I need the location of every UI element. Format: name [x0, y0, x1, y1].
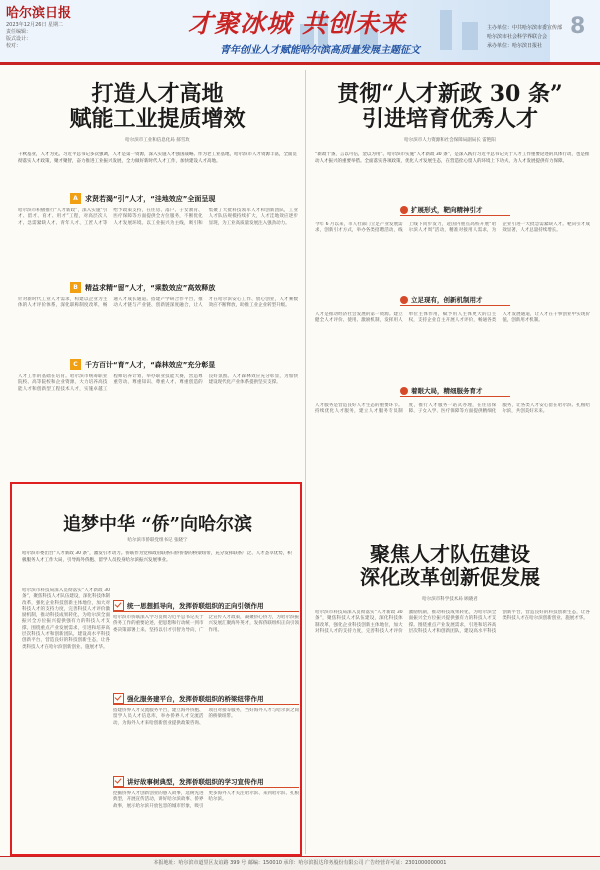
column-divider [305, 70, 306, 854]
article3-lead: 哈尔滨市委出台“人才新政 30 条”，激发引才动力。侨联作为党和政府联系归侨侨眷的桥梁纽带，充分发挥联系广泛、人才荟萃优势，积极服务人才工作大局，引导海外侨胞、留学人员投身哈尔滨振兴发展事业。 [22, 551, 292, 563]
section-heading-text: 求贤若渴“引”人才，“洼地效应”全面呈现 [85, 194, 216, 203]
newspaper-logo: 哈尔滨日报 [6, 6, 72, 21]
article1-title-line1: 打造人才高地 [91, 81, 224, 107]
article3-left-column-text: 哈尔滨市科技局深入贯彻落实“人才新政 30 条”，聚焦科技人才队伍建设，深化科技体制改革，强化企业科技创新主体地位，加大对科技人才的支持力度，完善科技人才评价激励机制，推动科技成果转化，为哈尔滨全面振兴全方位振兴提供强有力的科技人才支撑。围绕重点产业发展需求，引进和培养高层次科技人才和创新团队，建设高水平科技创新平台，营造良好的科技创新生态，让各类科技人才在哈尔滨创新创业、施展才华。 [22, 588, 110, 650]
article2-title-line1: 贯彻“人才新政 30 条” [337, 81, 563, 107]
article2-section2-text: 人才是推动经济社会发展的第一资源。建立健全人才评价、使用、激励机制，发挥用人单位主体作用，赋予用人主体更大的自主权，支持企业自主开展人才评价，畅通各类人才发展通道，让人才在干事创业中实现价值，创新用才机制。 [315, 312, 590, 324]
article1-section-a-text: 哈尔滨市积极推行“人才新政”，深入实施“引才、留才、育才、用才”工程，对高层次人才、急需紧缺人才、青年人才、工匠人才等给予政策支持，在住房、落户、子女教育、医疗保障等方面提供全方位服务，不断优化人才发展环境。以工业振兴为主线，吸引和集聚了大批科技领军人才和创新团队，工业人才队伍规模持续扩大，人才洼地效应逐步显现，为工业高质量发展注入强劲动力。 [18, 208, 298, 226]
article2-title [310, 82, 590, 132]
article4-title-line1: 聚焦人才队伍建设 [370, 542, 530, 566]
checkbox-icon [113, 776, 124, 787]
article3-section2-text: 搭建侨界人才交流服务平台，建立海外侨胞、留学人员人才信息库，举办侨界人才交流活动，为海外人才来哈创新创业提供政策咨询、项目对接等服务，当好海外人才与哈尔滨之间的桥梁纽带。 [113, 708, 299, 726]
section-heading-text: 扩展形式，靶向精神引才 [411, 206, 483, 214]
article3-section1-heading [113, 600, 299, 612]
masthead-divider [0, 62, 600, 65]
article3-section3-text: 挖掘侨界人才创新创业的感人故事，选树先进典型，开展宣传活动，讲好哈尔滨故事、侨界故事，展示哈尔滨开放包容的城市形象，吸引更多海外人才关注哈尔滨、来到哈尔滨、扎根哈尔滨。 [113, 791, 299, 809]
page-footer: 本报地址：哈尔滨市道里区友谊路 399 号 邮编：150010 承印：哈尔滨报达印务股份有限公司 广告经营许可证：2301000000001 [0, 856, 600, 870]
article4-body-text: 哈尔滨市科技局深入贯彻落实“人才新政 30 条”，聚焦科技人才队伍建设，深化科技体制改革，强化企业科技创新主体地位，加大对科技人才的支持力度，完善科技人才评价激励机制，推动科技成果转化，为哈尔滨全面振兴全方位振兴提供强有力的科技人才支撑。围绕重点产业发展需求，引进和培养高层次科技人才和创新团队，建设高水平科技创新平台，营造良好的科技创新生态，让各类科技人才在哈尔滨创新创业、施展才华。 [315, 610, 590, 634]
article2-byline: 哈尔滨市人力资源和社会保障局副局长 雷艳阳 [404, 138, 496, 143]
article3-section1-text: 哈尔滨市侨联深入学习贯彻习近平总书记关于侨务工作的重要论述，把思想和行动统一到市委决策部署上来。坚持以引才引智为导向，广泛宣传人才政策，凝聚侨心侨力，为哈尔滨振兴发展汇聚海外英才，发挥侨联组织正向引领作用。 [113, 615, 299, 633]
issue-info: 2023年12月26日 星期二 责任编辑： 版式设计： 校对： [6, 22, 64, 49]
article1-section-c-text: 人才工作的基础在培育。哈尔滨市统筹职业院校、高等院校和企业资源，大力培养高技能人才和创新型工程技术人才，实施卓越工程师培养计划，举办职业技能大赛，营造尊重劳动、尊重知识、尊重人才、尊重创造的良好氛围。人才森林效应充分彰显，为加快建设现代化产业体系提供坚实支撑。 [18, 374, 298, 392]
article2-section1-text: 今年 6 月以来，市人社部门立足产业发展需求，创新引才方式，举办各类招聘活动，线上线下同步发力，赴国内重点高校开展“哈尔滨人才周”活动，精准对接用人需求，为企业引进一大批急需紧缺人才。靶向引才成效显著，人才总量持续增长。 [315, 222, 590, 234]
article3-section2-heading [113, 693, 299, 705]
section-heading-text: 强化服务建平台，发挥侨联组织的桥梁纽带作用 [127, 695, 264, 703]
article1-title-line2: 赋能工业提质增效 [69, 106, 246, 132]
section-heading-text: 立足现有，创新机制用才 [411, 296, 483, 304]
skyline-building [462, 22, 478, 50]
article3-byline: 哈尔滨市侨联党组书记 张晓宁 [127, 538, 188, 543]
section-heading-text: 讲好故事树典型，发挥侨联组织的学习宣传作用 [127, 778, 264, 786]
page-subslogan: 青年创业人才赋能哈尔滨高质量发展主题征文 [220, 45, 420, 56]
heading-bullet-icon [400, 387, 408, 395]
checkbox-icon [113, 600, 124, 611]
section-heading-text: 统一思想抓导向，发挥侨联组织的正向引领作用 [127, 602, 264, 610]
article2-section3-heading [400, 386, 510, 397]
article2-section2-heading [400, 295, 510, 306]
page-slogan: 才聚冰城 共创未来 [188, 9, 406, 38]
article4-title-line2: 深化改革创新促发展 [360, 565, 540, 589]
organizer-info: 主办单位：中共哈尔滨市委宣传部 哈尔滨市社会科学界联合会 承办单位：哈尔滨日报社 [487, 25, 563, 49]
article2-title-line2: 引进培育优秀人才 [361, 106, 538, 132]
section-letter-badge: C [70, 359, 81, 370]
section-letter-badge: B [70, 282, 81, 293]
article1-byline: 哈尔滨市工业和信息化局 郝雪玫 [125, 138, 190, 143]
section-heading-text: 千方百计“育”人才，“森林效应”充分彰显 [85, 360, 216, 369]
page-number: 8 [570, 14, 586, 39]
article1-lead: 千秋基业，人才为先。习近平总书记多次强调，人才是第一资源，深入实施人才强国战略。作为老工业基地，哈尔滨市人才资源丰富，全面贯彻落实人才政策，聚才聚智，奋力推进工业振兴发展，全力做好新时代人才工作，加快建设人才高地。 [18, 152, 297, 164]
article1-title [20, 82, 295, 132]
checkbox-icon [113, 693, 124, 704]
section-letter-badge: A [70, 193, 81, 204]
article1-section-a-heading [70, 193, 300, 204]
article3-section3-heading [113, 776, 299, 788]
article1-section-b-heading [70, 282, 300, 293]
article3-title: 追梦中华 “侨”向哈尔滨 [63, 514, 252, 535]
article2-lead: “新政十条，言以可信，金以为用”。哈尔滨市实施“人才新政 30 条”，是深入践行习近平总书记关于人才工作重要论述的具体行动，也是推动人才振兴的重要举措。全面落实各项政策，优化人才发展生态，在营造拴心留人的环境上下功夫，为人才发展提供有力保障。 [315, 152, 590, 164]
section-heading-text: 着眼大局，精细服务育才 [411, 387, 483, 395]
skyline-building [440, 10, 452, 50]
article1-section-b-text: 针对新时代工业人才需求，构建以企业为主体的人才评价体系，深化职称制度改革，畅通人才成长通道。搭建产学研合作平台，推动人才链与产业链、创新链深度融合，让人才在哈尔滨安心工作、放心创业，人才乘数效应不断释放，助推工业企业转型升级。 [18, 297, 298, 309]
heading-bullet-icon [400, 296, 408, 304]
section-heading-text: 精益求精“留”人才，“乘数效应”高效释放 [85, 283, 216, 292]
article4-title [310, 543, 590, 589]
article2-section1-heading [400, 205, 510, 216]
article1-section-c-heading [70, 359, 300, 370]
article2-section3-text: 人才服务是营造良好人才生态的重要环节。持续优化人才服务，建立人才服务专员制度，推行人才服务一站式办理，在住房保障、子女入学、医疗保障等方面提供精细化服务，让各类人才安心留在哈尔滨、扎根哈尔滨，共创美好未来。 [315, 403, 590, 415]
heading-bullet-icon [400, 206, 408, 214]
article4-byline: 哈尔滨市科学技术局 顾晓君 [422, 597, 478, 602]
